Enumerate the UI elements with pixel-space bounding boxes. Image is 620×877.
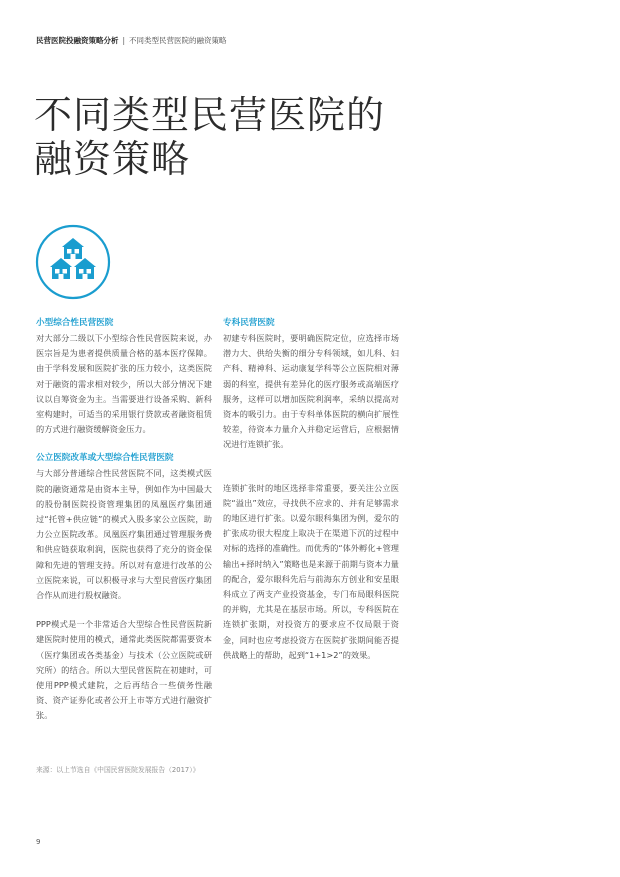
right-column <box>223 316 399 677</box>
source-note: 来源：以上节选自《中国民营医院发展报告（2017）》 <box>36 766 200 774</box>
section-title: 不同类型民营医院的融资策略 <box>129 36 227 45</box>
left-column <box>36 316 212 738</box>
paragraph-large-general-hospital: 与大部分普通综合性民营医院不同，这类模式医院的融资通常是由资本主导，例如作为中国最大的股份制医院投资管理集团的凤凰医疗集团通过“托管+供应链”的模式入股多家公立医院，助力公立医院改革。凤凰医疗集团通过管理服务费和供应链获取利润，医院也获得了充分的资金保障和先进的管理支持。所以对有意进行改革的公立医院来说，可以积极寻求与大型民营医疗集团合作从而进行股权融资。 <box>36 468 212 601</box>
page-title-line-1: 不同类型民营医院的 <box>34 93 386 137</box>
page-number: 9 <box>36 838 41 846</box>
paragraph-small-general-hospital: 对大部分二级以下小型综合性民营医院来说，办医宗旨是为患者提供质量合格的基本医疗保障。由于学科发展和医院扩张的压力较小，这类医院对于融资的需求相对较少，所以大部分情况下建议以自筹资金为主。当需要进行设备采购、新科室构建时，可适当的采用银行贷款或者融资租赁的方式进行融资缓解资金压力。 <box>36 333 212 435</box>
page-title <box>34 93 554 181</box>
heading-specialty-hospital: 专科民营医院 <box>223 318 275 328</box>
report-title: 民营医院投融资策略分析 <box>36 36 119 45</box>
paragraph-ppp-model: PPP模式是一个非常适合大型综合性民营医院新建医院时使用的模式，通常此类医院都需要资本（医疗集团或各类基金）与技术（公立医院或研究所）的结合。所以大型民营医院在初建时，可使用PPP模式建院，之后再结合一些债务性融资、资产证券化或者公开上市等方式进行融资扩张。 <box>36 619 212 721</box>
heading-large-general-hospital: 公立医院改革或大型综合性民营医院 <box>36 453 174 464</box>
header-separator: | <box>122 36 126 45</box>
running-header <box>36 35 227 46</box>
hospital-buildings-icon <box>35 224 111 300</box>
paragraph-specialty-hospital: 初建专科医院时，要明确医院定位，应选择市场潜力大、供给失衡的细分专科领域，如儿科、妇产科、精神科、运动康复学科等公立医院相对薄弱的科室，提供有差异化的医疗服务或高端医疗服务，这样可以增加医院利润率，采纳以提高对资本的吸引力。由于专科单体医院的横向扩展性较差，待资本力量介入并稳定运营后，应根据情况进行连锁扩张。 <box>223 333 399 450</box>
page-title-line-2: 融资策略 <box>34 137 191 181</box>
heading-small-general-hospital: 小型综合性民营医院 <box>36 318 114 328</box>
paragraph-chain-expansion: 连锁扩张时的地区选择非常重要，要关注公立医院“溢出”效应，寻找供不应求的、并有足够需求的地区进行扩张。以爱尔眼科集团为例，爱尔的扩张成功很大程度上取决于在渠道下沉的过程中对标的选择的准确性。而优秀的“体外孵化+管理输出+择时纳入”策略也是来源于前期与资本力量的配合，爱尔眼科先后与前海东方创业和安星眼科成立了两支产业投资基金，专门布局眼科医院的并购，尤其是在基层市场。所以，专科医院在连锁扩张期，对投资方的要求应不仅局限于资金，同时也应考虑投资方在医院扩张期间能否提供战略上的帮助，起到“1+1>2”的效果。 <box>223 482 399 660</box>
